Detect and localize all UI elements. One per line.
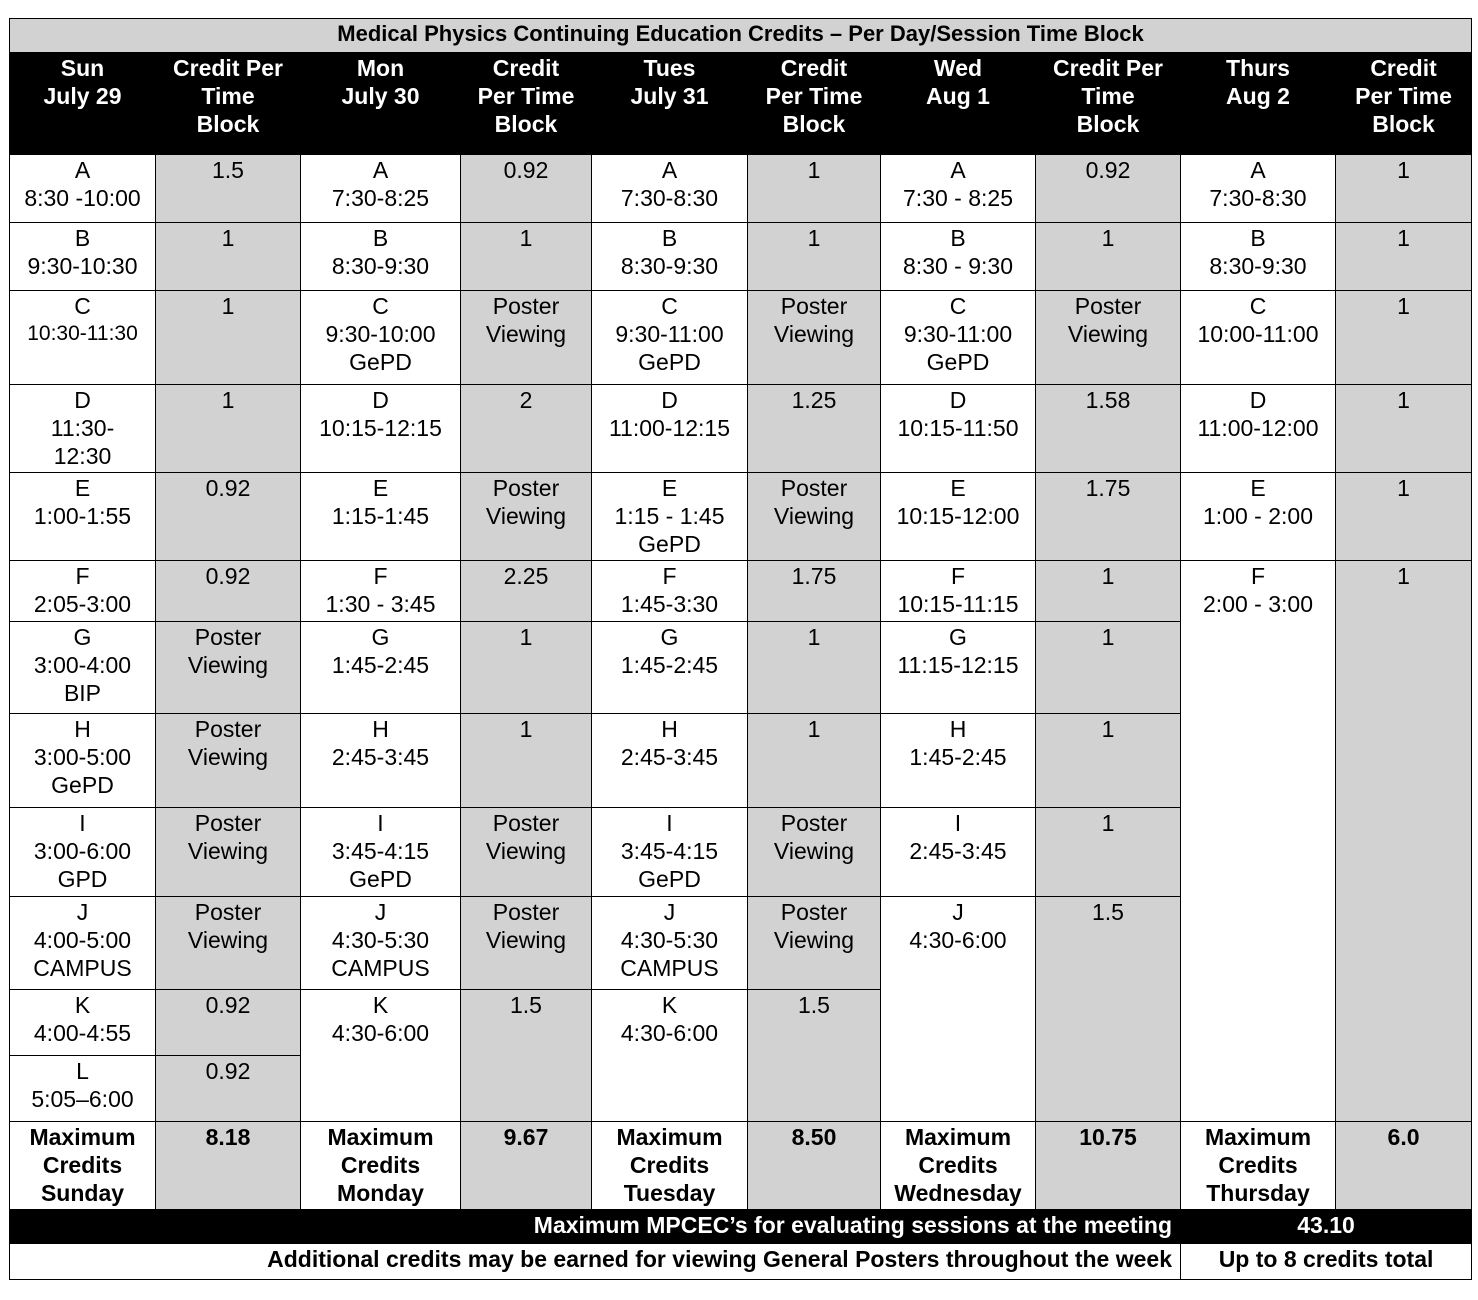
session-cell: I 3:45-4:15 GePD [592, 807, 748, 896]
table-title: Medical Physics Continuing Education Credits – Per Day/Session Time Block [10, 19, 1472, 53]
poster-credits-label: Additional credits may be earned for viewing General Posters throughout the week [10, 1243, 1181, 1279]
credit-cell: 1 [1336, 561, 1472, 1121]
credit-cell: Poster Viewing [461, 291, 592, 385]
credit-cell: 1 [748, 622, 881, 714]
session-cell: B 9:30-10:30 [10, 223, 156, 291]
session-cell: H 2:45-3:45 [301, 714, 461, 807]
session-cell: H 3:00-5:00 GePD [10, 714, 156, 807]
credit-cell: Poster Viewing [748, 291, 881, 385]
credit-cell: 1 [461, 714, 592, 807]
credit-cell: 1.58 [1036, 385, 1181, 473]
session-cell: G 11:15-12:15 [881, 622, 1036, 714]
credit-cell: 1 [748, 714, 881, 807]
credit-cell: 0.92 [156, 989, 301, 1055]
session-cell: H 1:45-2:45 [881, 714, 1036, 807]
session-cell: K 4:00-4:55 [10, 989, 156, 1055]
header-wednesday: Wed Aug 1 [881, 53, 1036, 155]
credit-cell: 0.92 [156, 561, 301, 622]
session-cell: A 7:30-8:30 [592, 155, 748, 223]
credit-cell: 1 [156, 223, 301, 291]
header-tuesday: Tues July 31 [592, 53, 748, 155]
session-cell: E 1:00-1:55 [10, 473, 156, 561]
header-credit-sunday: Credit Per Time Block [156, 53, 301, 155]
session-cell: A 7:30 - 8:25 [881, 155, 1036, 223]
credit-cell: 1 [1336, 291, 1472, 385]
credit-cell: 1 [748, 155, 881, 223]
max-credits-label-wednesday: Maximum Credits Wednesday [881, 1121, 1036, 1209]
session-cell: J 4:00-5:00 CAMPUS [10, 896, 156, 989]
session-cell: D 11:30- 12:30 [10, 385, 156, 473]
session-cell: K 4:30-6:00 [592, 989, 748, 1121]
session-cell: I 3:00-6:00 GPD [10, 807, 156, 896]
credit-cell: 1.5 [748, 989, 881, 1121]
credit-cell: 1 [1036, 807, 1181, 896]
credit-cell: Poster Viewing [156, 896, 301, 989]
session-cell: E 1:15 - 1:45 GePD [592, 473, 748, 561]
session-cell: H 2:45-3:45 [592, 714, 748, 807]
session-cell: E 10:15-12:00 [881, 473, 1036, 561]
session-cell: C 9:30-11:00 GePD [881, 291, 1036, 385]
credit-cell: 0.92 [156, 473, 301, 561]
max-credits-value-thursday: 6.0 [1336, 1121, 1472, 1209]
session-cell: A 7:30-8:25 [301, 155, 461, 223]
session-cell: E 1:15-1:45 [301, 473, 461, 561]
credit-cell: 1 [461, 622, 592, 714]
session-cell: K 4:30-6:00 [301, 989, 461, 1121]
header-credit-thursday: Credit Per Time Block [1336, 53, 1472, 155]
session-cell: D 10:15-11:50 [881, 385, 1036, 473]
header-sunday: Sun July 29 [10, 53, 156, 155]
session-cell: B 8:30-9:30 [301, 223, 461, 291]
max-credits-label-tuesday: Maximum Credits Tuesday [592, 1121, 748, 1209]
credit-cell: 1.5 [156, 155, 301, 223]
credit-cell: 1 [1036, 622, 1181, 714]
session-cell: J 4:30-6:00 [881, 896, 1036, 1121]
credit-cell: 1 [1336, 473, 1472, 561]
credit-cell: 1 [1336, 385, 1472, 473]
credit-cell: Poster Viewing [748, 896, 881, 989]
session-cell: I 3:45-4:15 GePD [301, 807, 461, 896]
poster-credits-value: Up to 8 credits total [1181, 1243, 1472, 1279]
credit-cell: 1 [1036, 223, 1181, 291]
session-cell: B 8:30-9:30 [1181, 223, 1336, 291]
credit-cell: 2 [461, 385, 592, 473]
session-cell: F 10:15-11:15 [881, 561, 1036, 622]
session-cell: A 8:30 -10:00 [10, 155, 156, 223]
credit-cell: 0.92 [461, 155, 592, 223]
credit-cell: Poster Viewing [156, 714, 301, 807]
max-credits-label-sunday: Maximum Credits Sunday [10, 1121, 156, 1209]
session-cell: B 8:30-9:30 [592, 223, 748, 291]
session-cell: A 7:30-8:30 [1181, 155, 1336, 223]
credit-cell: 0.92 [156, 1055, 301, 1121]
session-cell: F 1:30 - 3:45 [301, 561, 461, 622]
session-cell: G 1:45-2:45 [592, 622, 748, 714]
header-credit-monday: Credit Per Time Block [461, 53, 592, 155]
total-credits-value: 43.10 [1181, 1209, 1472, 1243]
session-cell: C 9:30-11:00 GePD [592, 291, 748, 385]
credit-cell: Poster Viewing [461, 807, 592, 896]
session-cell: B 8:30 - 9:30 [881, 223, 1036, 291]
max-credits-label-thursday: Maximum Credits Thursday [1181, 1121, 1336, 1209]
credit-cell: 1 [1036, 561, 1181, 622]
session-cell: F 2:05-3:00 [10, 561, 156, 622]
max-credits-value-wednesday: 10.75 [1036, 1121, 1181, 1209]
session-cell: F 2:00 - 3:00 [1181, 561, 1336, 1121]
max-credits-value-tuesday: 8.50 [748, 1121, 881, 1209]
session-cell: D 10:15-12:15 [301, 385, 461, 473]
credit-cell: Poster Viewing [156, 622, 301, 714]
total-credits-label: Maximum MPCEC’s for evaluating sessions at the meeting [10, 1209, 1181, 1243]
credit-cell: 1.5 [461, 989, 592, 1121]
credit-cell: Poster Viewing [461, 473, 592, 561]
credit-cell: 1.25 [748, 385, 881, 473]
credit-cell: 1 [1036, 714, 1181, 807]
header-monday: Mon July 30 [301, 53, 461, 155]
credit-cell: Poster Viewing [748, 807, 881, 896]
header-credit-wednesday: Credit Per Time Block [1036, 53, 1181, 155]
credit-cell: 1 [1336, 155, 1472, 223]
max-credits-label-monday: Maximum Credits Monday [301, 1121, 461, 1209]
credit-cell: 1 [156, 385, 301, 473]
credit-cell: Poster Viewing [748, 473, 881, 561]
credit-cell: 0.92 [1036, 155, 1181, 223]
credit-cell: 1 [1336, 223, 1472, 291]
credit-cell: Poster Viewing [461, 896, 592, 989]
credit-cell: 1 [156, 291, 301, 385]
credit-cell: 1.75 [748, 561, 881, 622]
credit-cell: 1.5 [1036, 896, 1181, 1121]
credit-cell: 1 [461, 223, 592, 291]
session-cell: E 1:00 - 2:00 [1181, 473, 1336, 561]
session-cell: C 10:00-11:00 [1181, 291, 1336, 385]
session-cell: L 5:05–6:00 [10, 1055, 156, 1121]
session-cell: D 11:00-12:15 [592, 385, 748, 473]
credits-table [9, 18, 1472, 1280]
session-cell: G 1:45-2:45 [301, 622, 461, 714]
session-cell: G 3:00-4:00 BIP [10, 622, 156, 714]
session-cell: C 9:30-10:00 GePD [301, 291, 461, 385]
session-cell: F 1:45-3:30 [592, 561, 748, 622]
session-cell: D 11:00-12:00 [1181, 385, 1336, 473]
credit-cell: Poster Viewing [156, 807, 301, 896]
session-cell: C 10:30-11:30 [10, 291, 156, 385]
max-credits-value-sunday: 8.18 [156, 1121, 301, 1209]
session-cell: J 4:30-5:30 CAMPUS [301, 896, 461, 989]
session-cell: I 2:45-3:45 [881, 807, 1036, 896]
credit-cell: 1.75 [1036, 473, 1181, 561]
credit-cell: 2.25 [461, 561, 592, 622]
header-credit-tuesday: Credit Per Time Block [748, 53, 881, 155]
max-credits-value-monday: 9.67 [461, 1121, 592, 1209]
session-cell: J 4:30-5:30 CAMPUS [592, 896, 748, 989]
credit-cell: Poster Viewing [1036, 291, 1181, 385]
credit-cell: 1 [748, 223, 881, 291]
header-thursday: Thurs Aug 2 [1181, 53, 1336, 155]
